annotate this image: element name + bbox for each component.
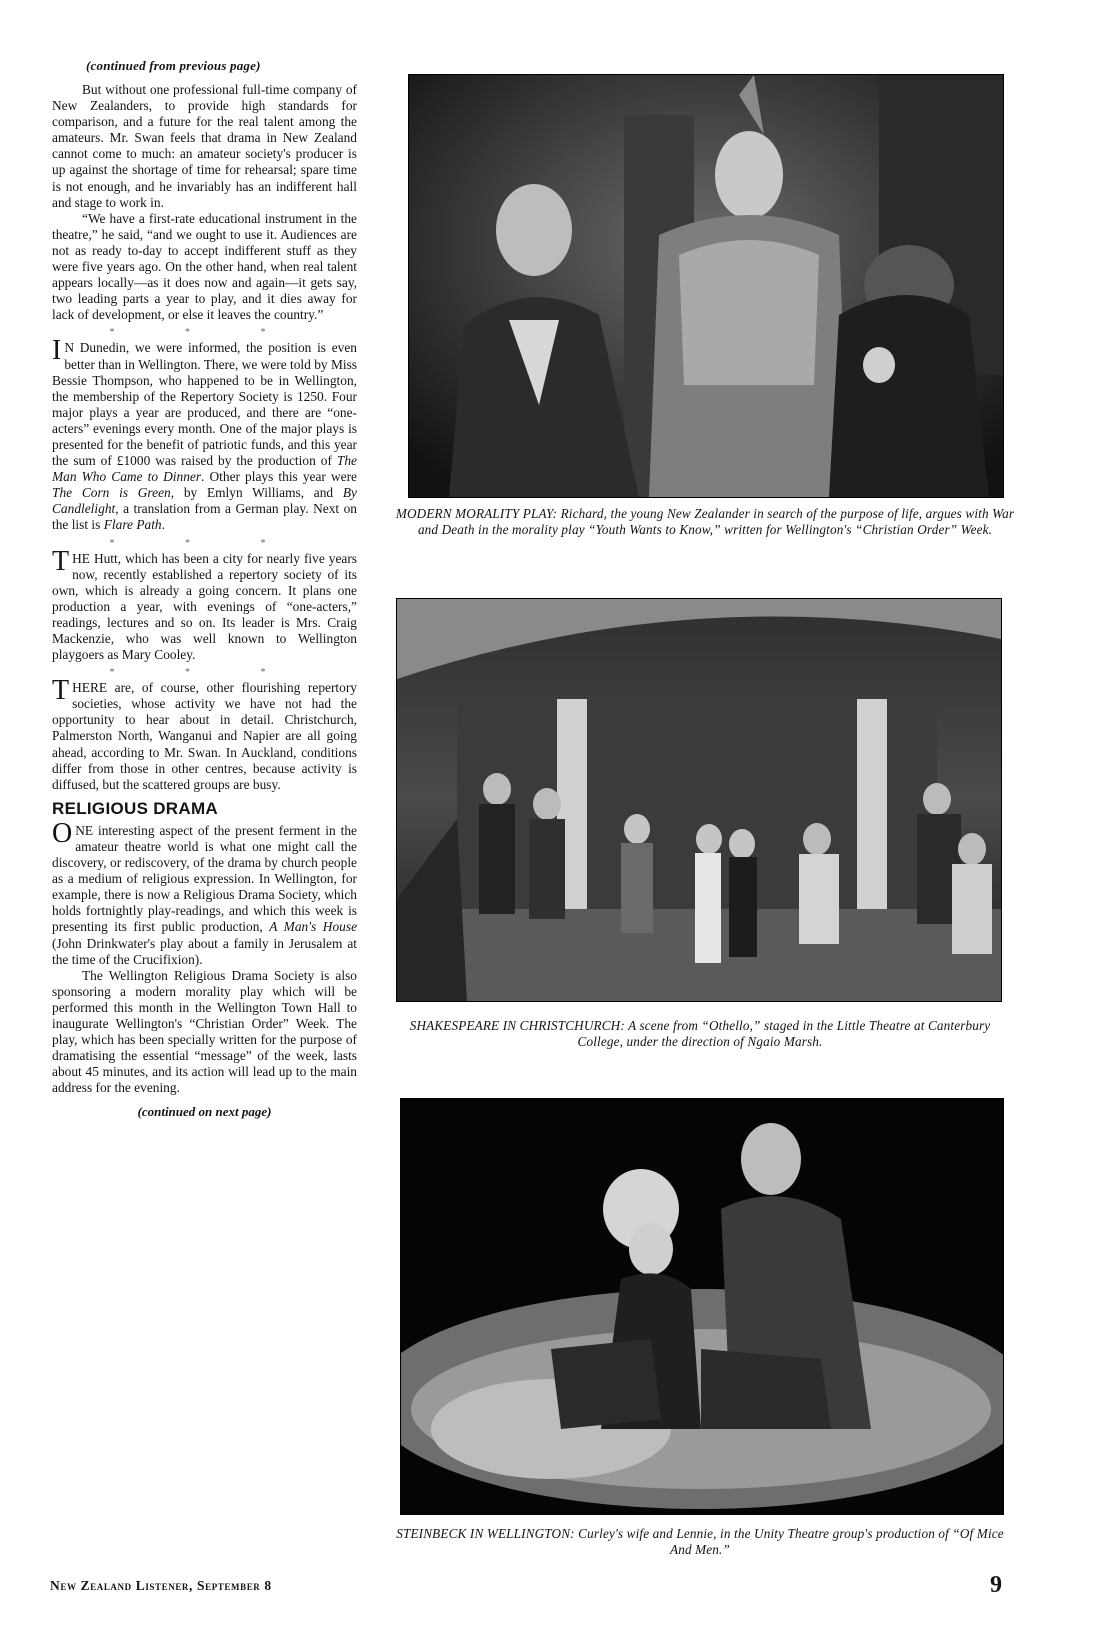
article-column [52, 58, 357, 1120]
paragraph-hutt: THE Hutt, which has been a city for nearly five years now, recently established a repertory society of its own, which is already a going concern. It plans one production a year, with evenings of “one-acters,” readings, lectures and so on. Its leader is Mrs. Craig Mackenzie, who was well known to Wellington playgoers as Mary Cooley. [52, 545, 357, 663]
paragraph-religious-drama: ONE interesting aspect of the present ferment in the amateur theatre world is what one might call the discovery, or rediscovery, of the drama by church people as a medium of religious expression. In Wellington, for example, there is now a Religious Drama Society, which holds fortnightly play-readings, and which this week is presenting its first public production, A Man's House (John Drinkwater's play about a family in Jerusalem at the time of the Crucifixion). [52, 817, 358, 967]
paragraph-2: “We have a first-rate educational instrument in the theatre,” he said, “and we ought to use it. Audiences are not as ready to-day to accept indifferent stuff as they were five years ago. On the other hand, when real talent appears locally—as it does now and again—it gets say, two leading parts a year to play, and it dies away for lack of development, or else it leaves the country.” [52, 210, 357, 323]
photo-of-mice-and-men-image [401, 1099, 1003, 1514]
continued-next-note: (continued on next page) [137, 1104, 272, 1120]
caption-of-mice-and-men: STEINBECK IN WELLINGTON: Curley's wife and Lennie, in the Unity Theatre group's production of “Of Mice And Men.” [396, 1526, 1004, 1557]
photo-othello-scene [396, 598, 1002, 1002]
photo-morality-play [408, 74, 1004, 498]
publication-footer: New Zealand Listener, September 8 [50, 1578, 272, 1593]
photo-othello-scene-image [397, 599, 1001, 1001]
section-divider: * * * [109, 327, 300, 339]
section-divider: * * * [109, 537, 300, 549]
photo-morality-play-image [409, 75, 1003, 497]
paragraph-other-societies: THERE are, of course, other flourishing repertory societies, whose activity we have not had the opportunity to hear about in detail. Christchurch, Palmerston North, Wanganui and Napier are all going ahead, according to Mr. Swan. In Auckland, conditions differ from those in other centres, because activity is diffused, but the scattered groups are busy. [52, 675, 357, 792]
subheading-religious-drama: RELIGIOUS DRAMA [52, 798, 218, 818]
paragraph-morality-play: The Wellington Religious Drama Society is also sponsoring a modern morality play which will be performed this month in the Wellington Town Hall to inaugurate Wellington's “Christian Order” Week. The play, which has been specially written for the purpose of dramatising the essential “message” of the week, lasts about 45 minutes, and its action will lead up to the main address for the evening. [52, 967, 357, 1096]
paragraph-dunedin: IN Dunedin, we were informed, the position is even better than in Wellington. There, we were told by Miss Bessie Thompson, who happened to be in Wellington, the membership of the Repertory Society is 1250. Four major plays a year are produced, and there are “one-acters” evenings every month. One of the major plays is presented for the benefit of patriotic funds, and this year the sum of £1000 was raised by the production of The Man Who Came to Dinner. Other plays this year were The Corn is Green, by Emlyn Williams, and By Candlelight, a translation from a German play. Next on the list is Flare Path. [52, 335, 357, 533]
section-divider: * * * [109, 667, 300, 679]
photo-of-mice-and-men [400, 1098, 1004, 1515]
paragraph-1: But without one professional full-time company of New Zealanders, to provide high standards for comparison, and a future for the real talent among the amateurs. Mr. Swan feels that drama in New Zealand cannot come to much: an amateur society's producer is up against the shortage of time for rehearsal; spare time is not enough, and he invariably has an indifferent hall and stage to work in. [52, 82, 357, 210]
caption-morality-play: MODERN MORALITY PLAY: Richard, the young New Zealander in search of the purpose of life, argues with War and Death in the morality play “Youth Wants to Know,” written for Wellington's “Christian Order” Week. [395, 506, 1015, 537]
caption-othello-scene: SHAKESPEARE IN CHRISTCHURCH: A scene from “Othello,” staged in the Little Theatre at Canterbury College, under the direction of Ngaio Marsh. [409, 1018, 991, 1049]
page-number: 9 [990, 1572, 1002, 1598]
continued-from-note: (continued from previous page) [86, 58, 261, 73]
